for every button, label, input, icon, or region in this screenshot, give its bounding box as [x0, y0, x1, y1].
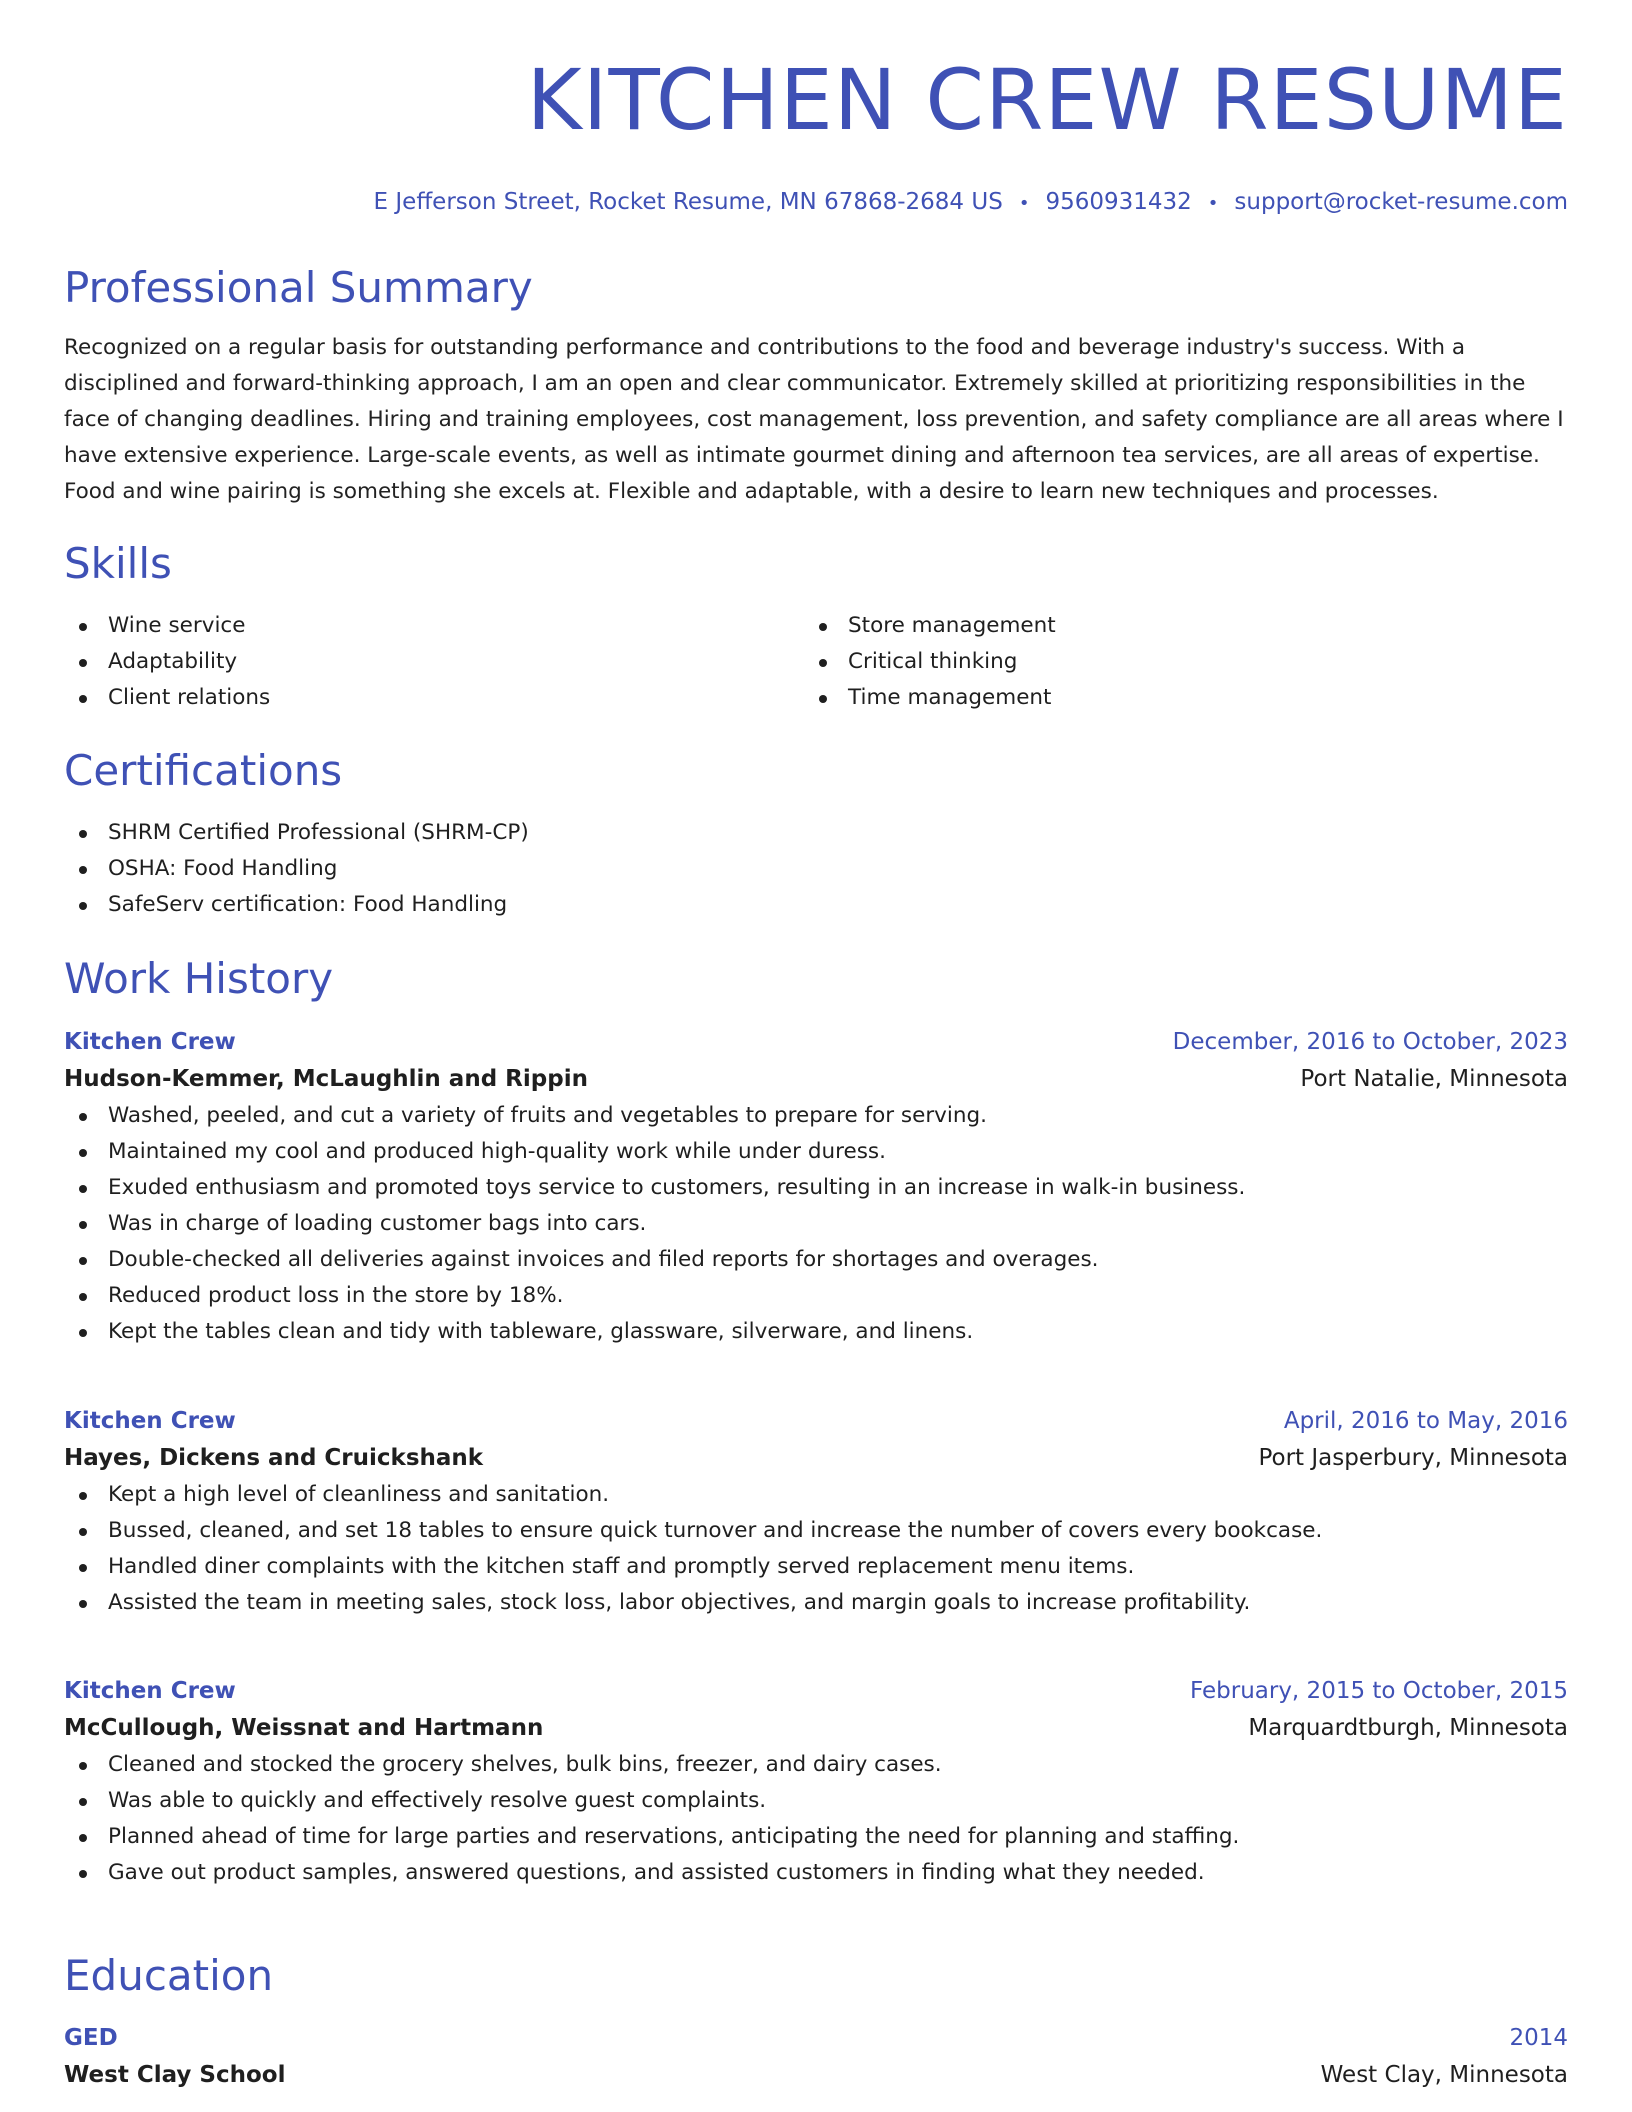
- skill-item: Critical thinking: [804, 644, 1544, 680]
- separator-dot: •: [1018, 193, 1030, 214]
- job-entry: [64, 1673, 1568, 1891]
- job-bullet: Was in charge of loading customer bags into cars.: [64, 1206, 1568, 1242]
- certification-item: SHRM Certified Professional (SHRM-CP): [64, 815, 529, 851]
- job-bullet: Planned ahead of time for large parties and reservations, anticipating the need for planning and staffing.: [64, 1819, 1568, 1855]
- job-bullet: Assisted the team in meeting sales, stock loss, labor objectives, and margin goals to increase profitability.: [64, 1585, 1568, 1621]
- job-bullet: Gave out product samples, answered questions, and assisted customers in finding what they needed.: [64, 1855, 1568, 1891]
- certifications-list: [64, 815, 529, 923]
- job-location: Marquardtburgh, Minnesota: [1248, 1715, 1568, 1741]
- certifications-heading: Certifications: [64, 746, 343, 795]
- education-location: West Clay, Minnesota: [1320, 2062, 1568, 2088]
- job-bullet: Kept a high level of cleanliness and sanitation.: [64, 1477, 1568, 1513]
- job-company: McCullough, Weissnat and Hartmann: [64, 1715, 544, 1741]
- job-bullet: Double-checked all deliveries against invoices and filed reports for shortages and overages.: [64, 1242, 1568, 1278]
- job-bullet: Exuded enthusiasm and promoted toys service to customers, resulting in an increase in walk-in business.: [64, 1170, 1568, 1206]
- job-title: Kitchen Crew: [64, 1029, 236, 1055]
- certification-item: OSHA: Food Handling: [64, 851, 529, 887]
- education-year: 2014: [1509, 2025, 1568, 2051]
- separator-dot: •: [1207, 193, 1219, 214]
- contact-email: support@rocket-resume.com: [1234, 189, 1568, 215]
- job-bullet: Washed, peeled, and cut a variety of fruits and vegetables to prepare for serving.: [64, 1098, 1568, 1134]
- summary-text: Recognized on a regular basis for outstanding performance and contributions to the food and beverage industry's success. With a disciplined and forward-thinking approach, I am an open and clear communicator. Extremely skilled at prioritizing responsibilities in the face of changing deadlines. Hiring and training employees, cost management, loss prevention, and safety compliance are all areas where I have extensive experience. Large-scale events, as well as intimate gourmet dining and afternoon tea services, are all areas of expertise. Food and wine pairing is something she excels at. Flexible and adaptable, with a desire to learn new techniques and processes.: [64, 335, 1564, 504]
- job-bullet: Cleaned and stocked the grocery shelves, bulk bins, freezer, and dairy cases.: [64, 1747, 1568, 1783]
- skills-list: [64, 608, 1544, 716]
- resume-title: KITCHEN CREW RESUME: [526, 51, 1568, 149]
- job-company: Hudson-Kemmer, McLaughlin and Rippin: [64, 1066, 588, 1092]
- job-bullets: [64, 1747, 1568, 1891]
- job-bullet: Kept the tables clean and tidy with tableware, glassware, silverware, and linens.: [64, 1314, 1568, 1350]
- contact-line: [64, 186, 1568, 220]
- contact-address: E Jefferson Street, Rocket Resume, MN 67868-2684 US: [373, 189, 1003, 215]
- job-dates: February, 2015 to October, 2015: [1190, 1678, 1568, 1704]
- skills-heading: Skills: [64, 539, 172, 588]
- skill-item: Client relations: [64, 680, 804, 716]
- education-entry: [64, 2020, 1568, 2094]
- certification-item: SafeServ certification: Food Handling: [64, 887, 529, 923]
- job-bullets: [64, 1098, 1568, 1350]
- skill-item: Time management: [804, 680, 1544, 716]
- summary-heading: Professional Summary: [64, 263, 533, 312]
- education-school: West Clay School: [64, 2062, 286, 2088]
- job-bullet: Reduced product loss in the store by 18%.: [64, 1278, 1568, 1314]
- skill-item: Wine service: [64, 608, 804, 644]
- job-dates: April, 2016 to May, 2016: [1283, 1408, 1568, 1434]
- job-location: Port Natalie, Minnesota: [1300, 1066, 1568, 1092]
- education-heading: Education: [64, 1951, 274, 2000]
- job-bullet: Maintained my cool and produced high-quality work while under duress.: [64, 1134, 1568, 1170]
- job-bullet: Was able to quickly and effectively resolve guest complaints.: [64, 1783, 1568, 1819]
- education-degree: GED: [64, 2025, 118, 2051]
- skill-item: Adaptability: [64, 644, 804, 680]
- job-title: Kitchen Crew: [64, 1678, 236, 1704]
- job-title: Kitchen Crew: [64, 1408, 236, 1434]
- job-bullet: Handled diner complaints with the kitchen staff and promptly served replacement menu items.: [64, 1549, 1568, 1585]
- job-entry: [64, 1024, 1568, 1350]
- work-history-heading: Work History: [64, 954, 334, 1003]
- job-entry: [64, 1403, 1568, 1621]
- job-bullet: Bussed, cleaned, and set 18 tables to ensure quick turnover and increase the number of covers every bookcase.: [64, 1513, 1568, 1549]
- job-bullets: [64, 1477, 1568, 1621]
- job-location: Port Jasperbury, Minnesota: [1258, 1445, 1568, 1471]
- job-dates: December, 2016 to October, 2023: [1172, 1029, 1568, 1055]
- skill-item: Store management: [804, 608, 1544, 644]
- job-company: Hayes, Dickens and Cruickshank: [64, 1445, 484, 1471]
- contact-phone: 9560931432: [1045, 189, 1192, 215]
